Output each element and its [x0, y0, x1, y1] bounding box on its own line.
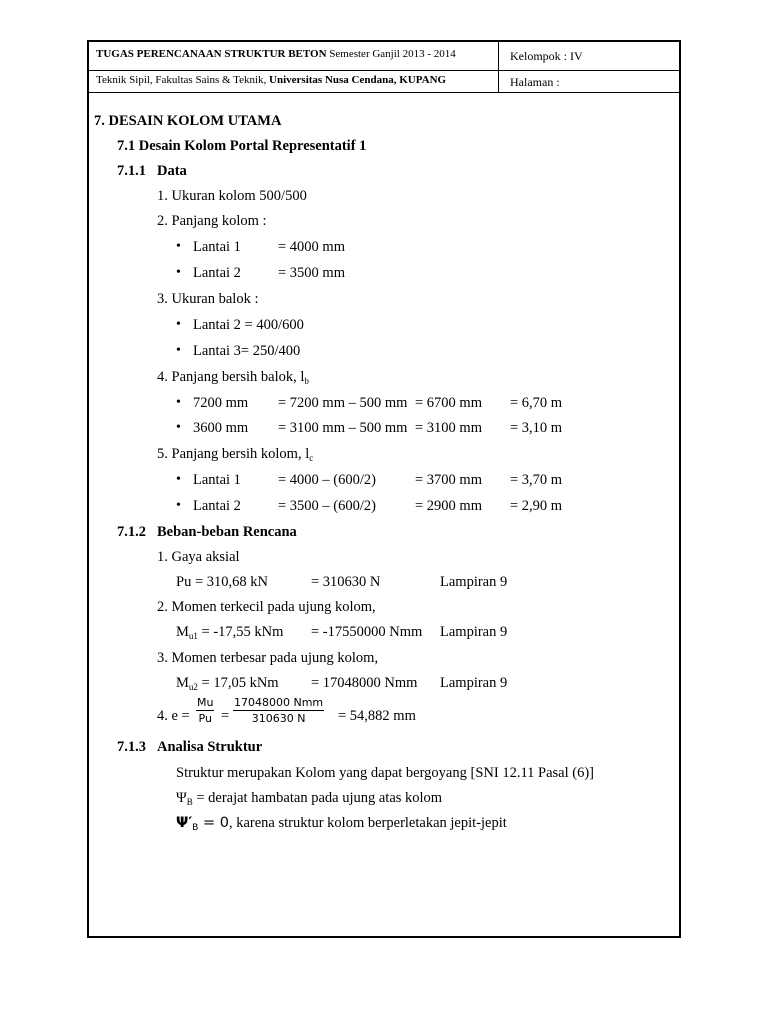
subsection-7-1-1-number: 7.1.1 [117, 163, 146, 179]
bullet-icon: • [176, 343, 181, 358]
bullet-icon: • [176, 317, 181, 332]
beam-row-1-col-3: = 6700 mm [415, 395, 482, 411]
column-row-1-col-4: = 3,70 m [510, 472, 563, 488]
analysis-line-2-text: = derajat hambatan pada ujung atas kolom [192, 790, 443, 806]
fraction-denominator: Pu [198, 712, 212, 725]
load-item-2: 2. Momen terkecil pada ujung kolom, [157, 599, 376, 615]
analysis-line-3-text: , karena struktur kolom berperletakan jepit-jepit [228, 815, 507, 831]
moment-subscript: u2 [188, 682, 198, 692]
university-label: Universitas Nusa Cendana, KUPANG [269, 74, 447, 86]
course-title: TUGAS PERENCANAAN STRUKTUR BETON [96, 48, 327, 60]
column-row-1-col-1: Lantai 1 [193, 472, 241, 488]
header-row-2 [89, 70, 679, 93]
group-cell: Kelompok : IV [510, 49, 583, 63]
column-row-2-col-1: Lantai 2 [193, 498, 241, 514]
psi-symbol: Ψ [176, 790, 187, 806]
data-item-2: 2. Panjang kolom : [157, 213, 267, 229]
column-row-2-col-3: = 2900 mm [415, 498, 482, 514]
beam-row-2-col-2: = 3100 mm – 500 mm [278, 420, 408, 436]
subsection-7-1-title: 7.1 Desain Kolom Portal Representatif 1 [117, 138, 367, 154]
moment-mu2-nmm: = 17048000 Nmm [311, 675, 418, 691]
moment-mu1-nmm: = -17550000 Nmm [311, 624, 423, 640]
data-item-3b: Lantai 3= 250/400 [193, 343, 301, 359]
eccentricity-prefix: 4. e = [157, 708, 190, 724]
psi-prime-symbol: Ψ′ [176, 815, 193, 831]
header-institution-cell [89, 70, 499, 92]
bullet-icon: • [176, 265, 181, 280]
column-row-2-col-4: = 2,90 m [510, 498, 563, 514]
header-title-cell [89, 42, 499, 70]
column-row-1-col-3: = 3700 mm [415, 472, 482, 488]
beam-row-1-col-2: = 7200 mm – 500 mm [278, 395, 408, 411]
load-item-3: 3. Momen terbesar pada ujung kolom, [157, 650, 379, 666]
bullet-icon: • [176, 420, 181, 435]
moment-mu2-ref: Lampiran 9 [440, 675, 508, 691]
data-item-4-text: 4. Panjang bersih balok, l [157, 369, 305, 385]
data-item-5-text: 5. Panjang bersih kolom, l [157, 446, 310, 462]
fraction-denominator: 310630 N [251, 712, 306, 725]
moment-symbol: M [176, 675, 189, 691]
bullet-icon: • [176, 395, 181, 410]
bullet-icon: • [176, 472, 181, 487]
psi-prime-value: = 0 [198, 815, 229, 831]
data-item-4 [157, 370, 309, 385]
moment-symbol: M [176, 624, 189, 640]
subsection-7-1-2-number: 7.1.2 [117, 524, 146, 540]
moment-mu2-knm [176, 676, 279, 691]
data-item-3: 3. Ukuran balok : [157, 291, 259, 307]
beam-row-2-col-3: = 3100 mm [415, 420, 482, 436]
data-item-1: 1. Ukuran kolom 500/500 [157, 188, 307, 204]
beam-row-1-col-4: = 6,70 m [510, 395, 563, 411]
semester-label: Semester Ganjil 2013 - 2014 [329, 48, 456, 60]
page-number-cell: Halaman : [510, 75, 560, 89]
data-item-2a-value: = 4000 mm [278, 239, 345, 255]
data-item-2a-label: Lantai 1 [193, 239, 241, 255]
fraction-values [233, 697, 324, 724]
column-row-2-col-2: = 3500 – (600/2) [278, 498, 376, 514]
bullet-icon: • [176, 498, 181, 513]
column-row-1-col-2: = 4000 – (600/2) [278, 472, 376, 488]
beam-row-2-col-4: = 3,10 m [510, 420, 563, 436]
moment-mu1-value: = -17,55 kNm [197, 624, 284, 640]
fraction-numerator: 17048000 Nmm [234, 696, 324, 709]
load-item-1: 1. Gaya aksial [157, 549, 240, 565]
data-item-3a: Lantai 2 = 400/600 [193, 317, 304, 333]
beam-row-1-col-1: 7200 mm [193, 395, 249, 411]
data-item-2b-value: = 3500 mm [278, 265, 345, 281]
beam-row-2-col-1: 3600 mm [193, 420, 249, 436]
subsection-7-1-3-number: 7.1.3 [117, 739, 146, 755]
section-title: 7. DESAIN KOLOM UTAMA [94, 113, 282, 129]
subsection-7-1-1-title: Data [157, 163, 187, 179]
moment-mu1-knm [176, 625, 283, 640]
subsection-7-1-3-title: Analisa Struktur [157, 739, 263, 755]
psi-subscript: B [186, 797, 193, 807]
data-item-4-subscript: b [304, 376, 309, 386]
data-item-2b-label: Lantai 2 [193, 265, 241, 281]
eccentricity-result: = 54,882 mm [338, 708, 416, 724]
faculty-label: Teknik Sipil, Fakultas Sains & Teknik, [96, 74, 267, 86]
moment-subscript: u1 [188, 631, 198, 641]
equals-sign: = [221, 708, 230, 724]
subsection-7-1-2-title: Beban-beban Rencana [157, 524, 297, 540]
axial-force-pu: Pu = 310,68 kN [176, 574, 268, 590]
fraction-numerator: Mu [197, 696, 214, 709]
analysis-line-1: Struktur merupakan Kolom yang dapat bergoyang [SNI 12.11 Pasal (6)] [176, 765, 594, 781]
axial-force-ref: Lampiran 9 [440, 574, 508, 590]
fraction-mu-pu [196, 697, 214, 724]
analysis-line-2 [176, 791, 442, 806]
psi-prime-subscript: B [192, 823, 199, 833]
axial-force-n: = 310630 N [311, 574, 381, 590]
data-item-5-subscript: c [309, 453, 314, 463]
moment-mu2-value: = 17,05 kNm [197, 675, 279, 691]
header-row-1 [89, 42, 679, 71]
bullet-icon: • [176, 239, 181, 254]
analysis-line-3 [176, 816, 507, 831]
moment-mu1-ref: Lampiran 9 [440, 624, 508, 640]
data-item-5 [157, 447, 313, 462]
